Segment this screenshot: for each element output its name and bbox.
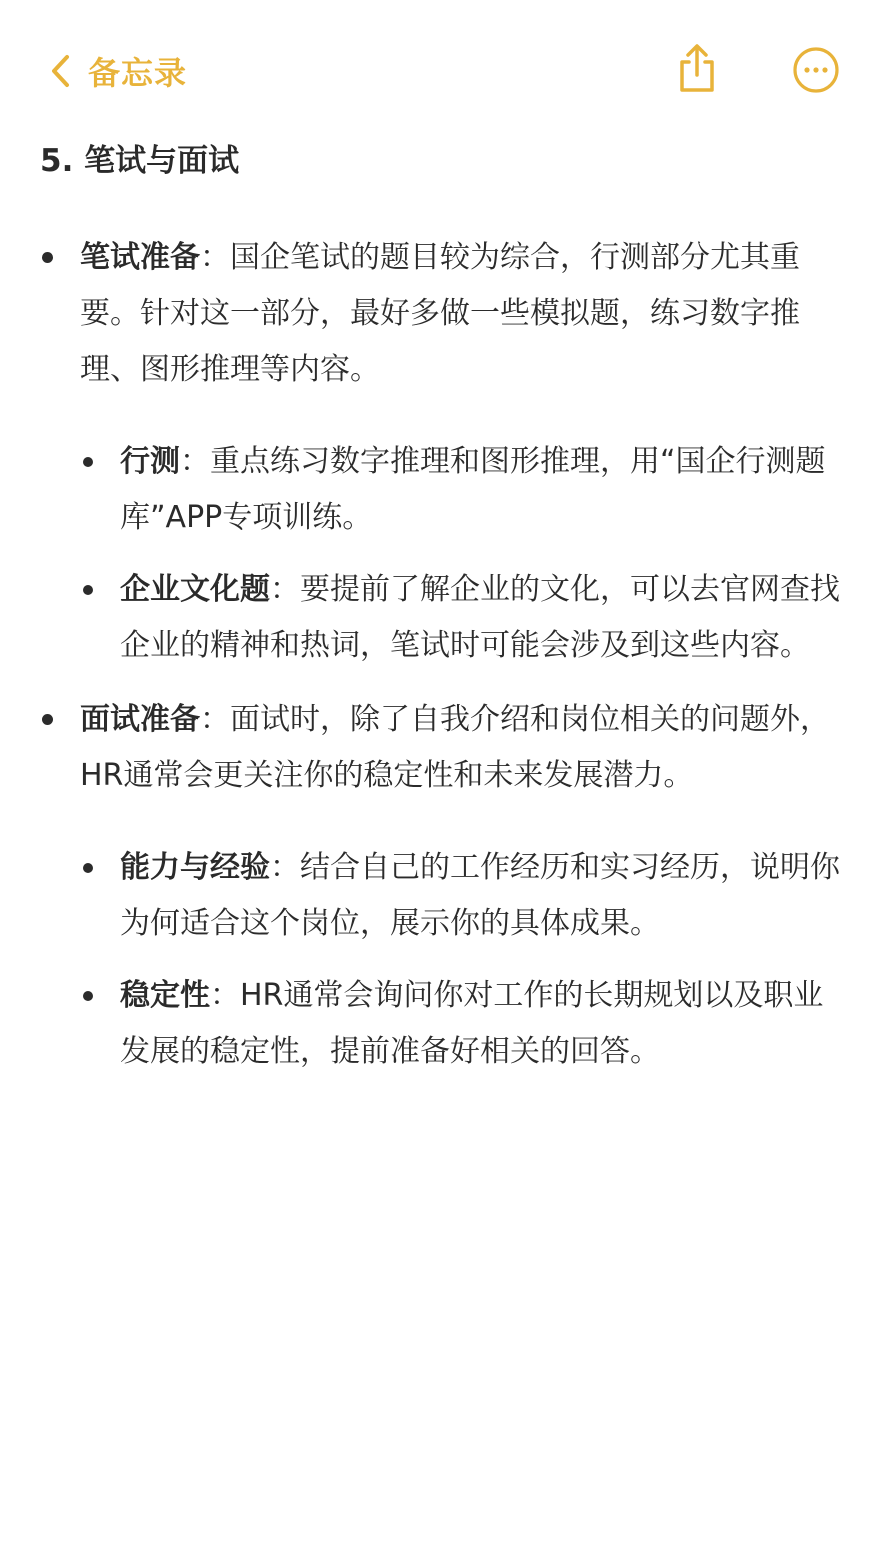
share-button[interactable] (672, 42, 722, 96)
bullet-dot (83, 457, 93, 467)
item-colon: ： (180, 444, 210, 479)
item-term: 面试准备 (80, 702, 200, 737)
more-icon (792, 46, 840, 94)
more-button[interactable] (792, 46, 840, 94)
item-text: 面试时，除了自我介绍和岗位相关的问题外，HR通常会更关注你的稳定性和未来发展潜力。 (80, 702, 830, 793)
bullet-dot (83, 991, 93, 1001)
item-colon: ： (200, 240, 230, 275)
chevron-left-icon (50, 54, 72, 88)
note-title: 5. 笔试与面试 (40, 143, 240, 179)
sub-list-item (80, 968, 840, 1080)
item-colon: ： (270, 572, 300, 607)
bullet-dot (42, 714, 53, 725)
item-text: HR通常会询问你对工作的长期规划以及职业发展的稳定性，提前准备好相关的回答。 (120, 978, 824, 1069)
item-term: 稳定性 (120, 978, 210, 1013)
item-term: 企业文化题 (120, 572, 270, 607)
item-colon: ： (210, 978, 240, 1013)
bullet-dot (83, 585, 93, 595)
back-label: 备忘录 (88, 54, 188, 92)
sub-bullet-list (80, 434, 840, 674)
sub-list-item (80, 562, 840, 674)
sub-list-item (80, 840, 840, 952)
sub-list-item (80, 434, 840, 546)
bullet-list (40, 230, 840, 1080)
item-colon: ： (270, 850, 300, 885)
list-item (40, 230, 840, 674)
sub-bullet-list (80, 840, 840, 1080)
item-text: 要提前了解企业的文化，可以去官网查找企业的精神和热词，笔试时可能会涉及到这些内容。 (120, 572, 840, 663)
bullet-dot (42, 252, 53, 263)
item-text: 结合自己的工作经历和实习经历，说明你为何适合这个岗位，展示你的具体成果。 (120, 850, 840, 941)
bullet-dot (83, 863, 93, 873)
list-item (40, 692, 840, 1080)
note-body[interactable] (40, 138, 840, 1098)
share-icon (672, 42, 722, 96)
navigation-bar (0, 0, 880, 140)
item-colon: ： (200, 702, 230, 737)
item-text: 国企笔试的题目较为综合，行测部分尤其重要。针对这一部分，最好多做一些模拟题，练习数字推理、图形推理等内容。 (80, 240, 800, 387)
item-term: 能力与经验 (120, 850, 270, 885)
item-text: 重点练习数字推理和图形推理，用“国企行测题库”APP专项训练。 (120, 444, 826, 535)
back-button[interactable] (50, 46, 187, 96)
item-term: 笔试准备 (80, 240, 200, 275)
item-term: 行测 (120, 444, 180, 479)
